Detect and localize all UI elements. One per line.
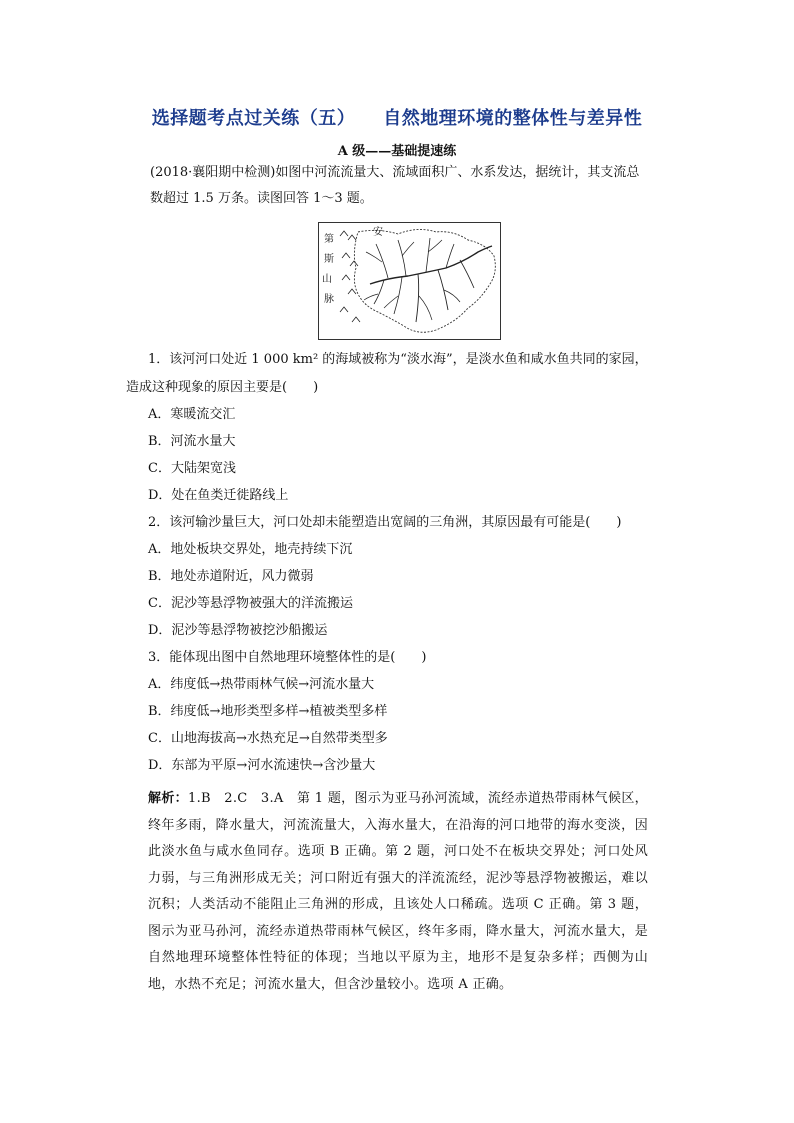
title-topic: 自然地理环境的整体性与差异性 [383, 108, 643, 129]
question-3-option-a: A．纬度低→热带雨林气候→河流水量大 [148, 677, 375, 692]
question-1-option-c: C．大陆架宽浅 [148, 461, 236, 476]
question-2-option-d: D．泥沙等悬浮物被挖沙船搬运 [148, 623, 328, 638]
page-title [0, 104, 794, 130]
analysis-label: 解析： [148, 791, 189, 806]
question-3-option-c: C．山地海拔高→水热充足→自然带类型多 [148, 731, 388, 746]
andes-mountain-symbols [340, 231, 360, 322]
map-label-mai: 脉 [324, 294, 334, 305]
map-frame [319, 223, 501, 340]
question-3-option-d: D．东部为平原→河水流速快→含沙量大 [148, 758, 376, 773]
question-3-stem: 3．能体现出图中自然地理环境整体性的是( ) [148, 650, 427, 665]
question-2-option-b: B．地处赤道附近，风力微弱 [148, 569, 314, 584]
question-1-option-b: B．河流水量大 [148, 434, 236, 449]
question-3-option-b: B．纬度低→地形类型多样→植被类型多样 [148, 704, 388, 719]
question-1-stem-line-1: 1．该河河口处近 1 000 km² 的海域被称为“淡水海”，是淡水鱼和咸水鱼共同的家园， [148, 352, 648, 367]
analysis-body: 第 1 题，图示为亚马孙河流域，流经赤道热带雨林气候区，终年多雨，降水量大，河流流量大，入海水量大，在沿海的河口地带的海水变淡，因此淡水鱼与咸水鱼同存。选项 B 正确。第 2 题，河口处不在板块交界处；河口处风力弱，与三角洲形成无关；河口附近有强大的洋流流经，泥沙等悬浮物被搬运，难以沉积；人类活动不能阻止三角洲的形成，且该处人口稀疏。选项 C 正确。第 3 题，图示为亚马孙河，流经赤道热带雨林气候区，终年多雨，降水量大，河流水量大，是自然地理环境整体性特征的体现；当地以平原为主，地形不是复杂多样；西侧为山地，水热不充足；河流水量大，但含沙量较小。选项 A 正确。 [148, 791, 648, 992]
question-2-option-a: A．地处板块交界处，地壳持续下沉 [148, 542, 353, 557]
question-2-option-c: C．泥沙等悬浮物被强大的洋流搬运 [148, 596, 353, 611]
map-label-si: 斯 [324, 254, 334, 265]
map-label-di: 第 [324, 234, 334, 245]
main-river [370, 246, 492, 284]
amazon-river-map [318, 222, 501, 340]
question-1-option-d: D．处在鱼类迁徙路线上 [148, 488, 289, 503]
intro-line-2: 数超过 1.5 万条。读图回答 1～3 题。 [150, 191, 373, 206]
intro-line-1: (2018·襄阳期中检测)如图中河流流量大、流域面积广、水系发达，据统计，其支流总 [150, 165, 640, 180]
basin-boundary [354, 229, 495, 332]
question-1-stem-line-2: 造成这种现象的原因主要是( ) [126, 380, 319, 395]
analysis-answers: 1.B 2.C 3.A [188, 791, 284, 806]
section-heading: A 级——基础提速练 [337, 144, 457, 159]
analysis-paragraph [148, 786, 648, 998]
intro-paragraph [150, 160, 650, 212]
map-label-shan: 山 [322, 274, 332, 285]
title-series: 选择题考点过关练（五） [151, 108, 356, 129]
question-1-option-a: A．寒暖流交汇 [148, 407, 236, 422]
question-2-stem: 2．该河输沙量巨大，河口处却未能塑造出宽阔的三角洲，其原因最有可能是( ) [148, 515, 622, 530]
map-label-an: 安 [373, 227, 383, 238]
